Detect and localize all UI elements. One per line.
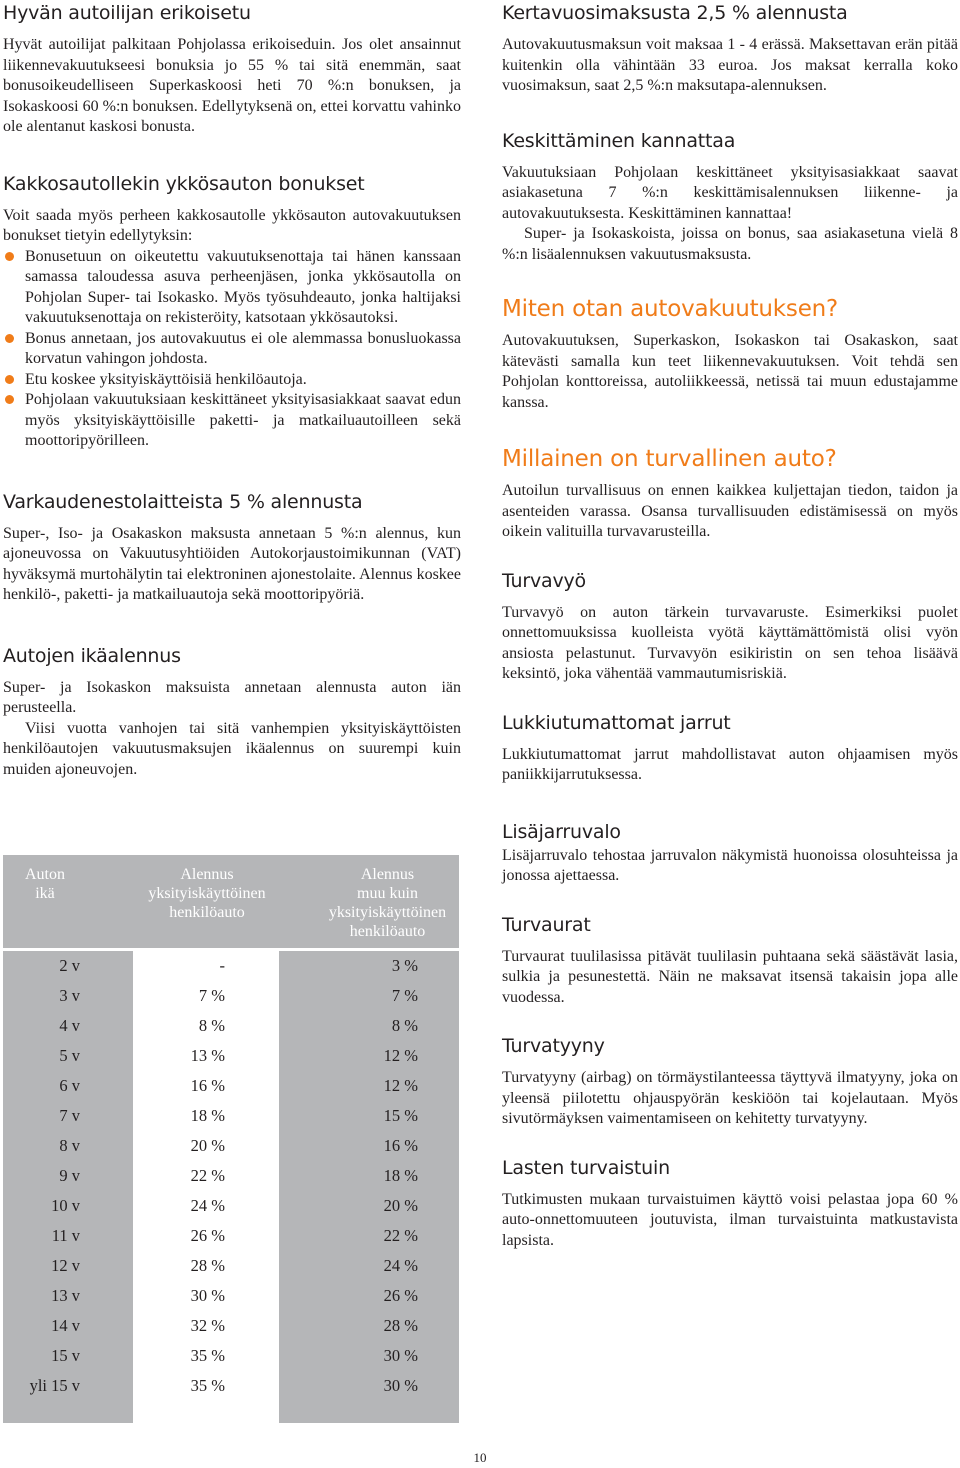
table-row: 14 v 32 % 28 % <box>51 1316 418 1335</box>
list-item: Bonus annetaan, jos autovakuutus ei ole alemmassa bonusluokassa korvatun vahingon johdosta. <box>3 329 461 370</box>
section-intro-second-car: Voit saada myös perheen kakkosautolle ykkösauton autovakuutuksen bonukset tietyin edellytyksin: <box>3 206 461 244</box>
table-row: 8 v 20 % 16 % <box>59 1136 418 1155</box>
table-row: 15 v 35 % 30 % <box>51 1346 418 1365</box>
right-column <box>502 0 958 1251</box>
age-discount-table <box>3 855 459 1423</box>
section-title-safety-grooves: Turvaurat <box>502 913 591 936</box>
section-text-annual-payment: Autovakuutusmaksun voit maksaa 1 - 4 erässä. Maksettavan erän pitää kuitenkin olla vähintään 33 euroa. Jos maksat kerralla koko vuosimaksun, saat 2,5 %:n maksutapa-alennuksen. <box>502 36 958 94</box>
section-text-brake-light: Lisäjarruvalo tehostaa jarruvalon näkymistä huonoissa olosuhteissa ja jonossa ajettaessa. <box>502 846 958 884</box>
table-row: 6 v 16 % 12 % <box>59 1076 418 1095</box>
section-title-how-to-get-insurance: Miten otan autovakuutuksen? <box>502 296 839 322</box>
section-text-safe-car: Autoilun turvallisuus on ennen kaikkea kuljettajan tiedon, taidon ja asenteiden varassa. Osansa turvallisuuden edistämisessä on myös oikein valituilla turvavarusteilla. <box>502 482 958 540</box>
table-row: 3 v 7 % 7 % <box>59 986 418 1005</box>
table-row: 9 v 22 % 18 % <box>59 1166 418 1185</box>
list-item: Pohjolaan vakuutuksiaan keskittäneet yksityisasiakkaat saavat edun myös yksityiskäyttöisille paketti- ja matkailuautoilleen sekä moottoripyörilleen. <box>3 390 461 452</box>
table-row: 4 v 8 % 8 % <box>59 1016 418 1035</box>
section-text-seatbelt: Turvavyö on auton tärkein turvavaruste. Esimerkiksi puolet onnettomuuksissa kuolleista vyötä käyttämättömistä olisi vyön ansiosta pelastunut. Turvavyön esikiristin on sen tehoa lisäävä keksintö, joka vähentää vammautumisriskiä. <box>502 603 958 682</box>
table-row: yli 15 v 35 % 30 % <box>29 1376 418 1395</box>
section-title-seatbelt: Turvavyö <box>502 569 586 592</box>
section-text-age-discount-2: Viisi vuotta vanhojen tai sitä vanhempien yksityiskäyttöisten henkilöautojen vakuutusmaksujen ikäalennus on suurempi kuin muiden ajoneuvojen. <box>3 719 461 778</box>
section-text-concentration-2: Super- ja Isokaskoista, joissa on bonus, saa asiakasetuna vielä 8 %:n lisäalennuksen vakuutusmaksusta. <box>502 225 958 263</box>
section-text-concentration-1: Vakuutuksiaan Pohjolaan keskittäneet yksityisasiakkaat saavat asiakasetuna 7 %:n keskittämisalennuksen liikenne- ja autovakuutuksesta. Keskittäminen kannattaa! <box>502 163 958 222</box>
bullet-dot-icon <box>5 395 14 404</box>
bullet-dot-icon <box>5 334 14 343</box>
list-item: Etu koskee yksityiskäyttöisiä henkilöautoja. <box>3 370 461 391</box>
section-title-airbag: Turvatyyny <box>502 1035 605 1057</box>
section-title-bonus: Hyvän autoilijan erikoisetu <box>3 2 251 24</box>
section-title-theft-protection: Varkaudenestolaitteista 5 % alennusta <box>3 490 363 513</box>
section-text-theft-protection: Super-, Iso- ja Osakaskon maksusta annetaan 5 %:n alennus, kun ajoneuvossa on Vakuutusyhtiöiden Autokorjaustoimikunnan (VAT) hyväksymä murtohälytin tai elektroninen ajonestolaite. Alennus koskee henkilö-, paketti- ja matkailuautoja sekä moottoripyöriä. <box>3 524 461 603</box>
bullet-dot-icon <box>5 375 14 384</box>
table-row: 5 v 13 % 12 % <box>59 1046 418 1065</box>
bullet-list <box>3 247 461 452</box>
table-row: 13 v 30 % 26 % <box>51 1286 418 1305</box>
section-text-safety-grooves: Turvaurat tuulilasissa pitävät tuulilasin puhtaana sekä säästävät lasia, sulkia ja pesunestettä. Näin ne maksavat itsensä takaisin jopa alle vuodessa. <box>502 947 958 1006</box>
section-text-age-discount-1: Super- ja Isokaskon maksuista annetaan alennusta auton iän perusteella. <box>3 678 461 716</box>
section-title-brake-light: Lisäjarruvalo <box>502 820 621 843</box>
section-title-concentration: Keskittäminen kannattaa <box>502 129 736 152</box>
section-text-child-seat: Tutkimusten mukaan turvaistuimen käyttö voisi pelastaa jopa 60 % auto-onnettomuuteen joutuvista, ilman turvaistuinta matkustavista lapsista. <box>502 1190 958 1249</box>
section-title-age-discount: Autojen ikäalennus <box>3 644 181 667</box>
section-text-how-to-get-insurance: Autovakuutuksen, Superkaskon, Isokaskon tai Osakaskon, saat kätevästi samalla kun teet liikennevakuutuksen. Voit tehdä sen Pohjolan konttoreissa, autoliikkeessä, netissä tai muun edustajamme kanssa. <box>502 332 958 411</box>
header-car-age: Auton ikä <box>25 866 65 902</box>
section-text-airbag: Turvatyyny (airbag) on törmäystilanteessa täyttyvä ilmatyyny, joka on yleensä piilotettu ohjauspyörän keskiöön tai kojelautaan. Myös sivutörmäyksen vaimentamiseen on kehitetty turvatyyny. <box>502 1069 958 1127</box>
section-text-bonus: Hyvät autoilijat palkitaan Pohjolassa erikoiseduin. Jos olet ansainnut liikennevakuutukseesi bonuksia jo 55 % tai sitä enemmän, saat bonusoikeudelliseen Superkaskoosi heti 70 %:n bonuksen, ja Isokaskoosi 60 %:n bonuksen. Edellytyksenä on, ettei korvattu vahinko ole alentanut kaskosi bonusta. <box>3 36 461 135</box>
left-column <box>3 0 461 780</box>
table-row: 7 v 18 % 15 % <box>59 1106 418 1125</box>
list-item: Bonusetuun on oikeutettu vakuutuksenottaja tai hänen kanssaan samassa taloudessa asuva perheenjäsen, jonka ykkösautolla on Pohjolan Super- tai Isokasko. Myös työsuhdeauto, jonka haltijaksi vakuutuksenottaja on rekisteröity, katsotaan ykkösautoksi. <box>3 247 461 329</box>
table-row: 10 v 24 % 20 % <box>51 1196 418 1215</box>
section-title-annual-payment: Kertavuosimaksusta 2,5 % alennusta <box>502 2 848 24</box>
section-title-abs: Lukkiutumattomat jarrut <box>502 711 731 734</box>
section-title-safe-car: Millainen on turvallinen auto? <box>502 446 837 472</box>
page-number: 10 <box>473 1450 487 1465</box>
table-header <box>3 855 459 948</box>
section-title-child-seat: Lasten turvaistuin <box>502 1156 670 1179</box>
section-title-second-car: Kakkosautollekin ykkösauton bonukset <box>3 172 365 195</box>
bullet-dot-icon <box>5 252 14 261</box>
table-row: 2 v - 3 % <box>59 956 418 975</box>
table-row: 12 v 28 % 24 % <box>51 1256 418 1275</box>
table-row: 11 v 26 % 22 % <box>51 1226 418 1245</box>
table-body <box>3 951 459 1423</box>
header-discount-other: Alennus muu kuin yksityiskäyttöinen henkilöauto <box>328 866 447 940</box>
header-discount-private: Alennus yksityiskäyttöinen henkilöauto <box>148 866 266 921</box>
section-text-abs: Lukkiutumattomat jarrut mahdollistavat auton ohjaamisen myös paniikkijarrutuksessa. <box>502 745 958 783</box>
